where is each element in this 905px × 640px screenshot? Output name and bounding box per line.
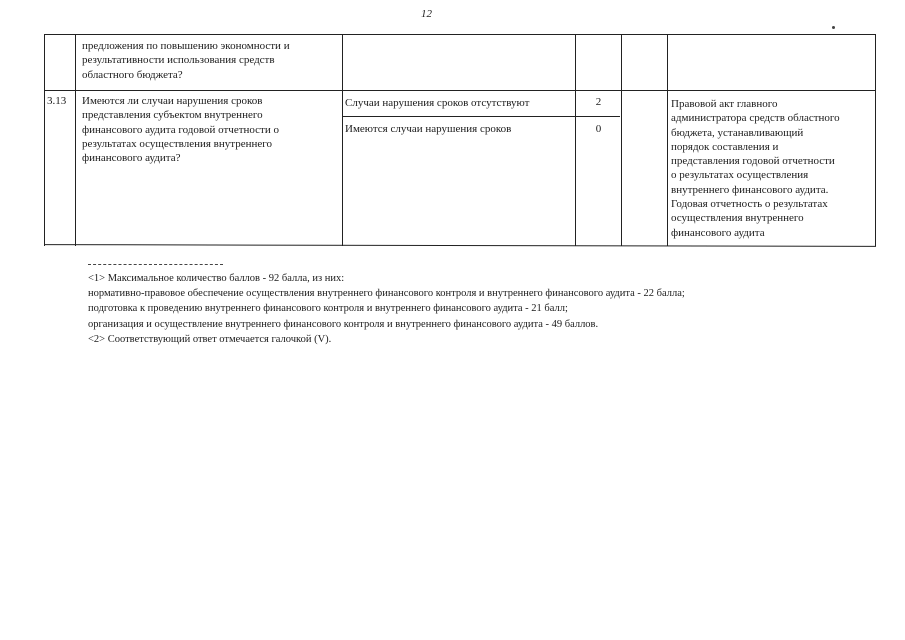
footnote-line: подготовка к проведению внутреннего финансового контроля и внутреннего финансового аудита - 21 балл; [88,303,568,315]
footnote-line: <1> Максимальное количество баллов - 92 балла, из них: [88,273,345,284]
scan-speck [832,26,835,29]
answer-separator [342,116,620,117]
column-line [44,34,45,246]
answer-score-1: 2 [595,96,602,108]
prev-question-text: предложения по повышению экономности и результативности использования средств областного бюджета? [82,40,290,81]
table-border-top [44,34,876,35]
column-line [667,34,668,246]
footnote-rule [88,264,223,265]
answer-option-2: Имеются случаи нарушения сроков [345,123,512,135]
source-text: Правовой акт главного администратора средств областного бюджета, устанавливающий порядок составления и представления годовой отчетности о результатах осуществления внутреннего финансового аудита. Годовая отчетность о результатах осуществления внутреннего финансового аудита [671,98,840,239]
table-border-bottom [44,244,876,247]
column-line [575,34,576,246]
page-number: 12 [421,8,432,20]
row-separator [44,90,876,91]
criteria-table [44,34,876,247]
question-text: Имеются ли случаи нарушения сроков представления субъектом внутреннего финансового аудита годовой отчетности о результатах осуществления внутреннего финансового аудита? [82,95,279,165]
row-number: 3.13 [47,95,67,107]
footnote-line: нормативно-правовое обеспечение осуществления внутреннего финансового контроля и внутреннего финансового аудита - 22 балла; [88,288,685,300]
footnote-line: <2> Соответствующий ответ отмечается галочкой (V). [88,333,332,345]
column-line [75,34,76,246]
answer-score-2: 0 [595,123,602,135]
column-line [875,34,876,246]
column-line [342,34,343,246]
footnotes [88,264,848,347]
answer-option-1: Случаи нарушения сроков отсутствуют [345,97,530,109]
column-line [621,34,622,246]
footnote-line: организация и осуществление внутреннего финансового контроля и внутреннего финансового аудита - 49 баллов. [88,318,599,330]
